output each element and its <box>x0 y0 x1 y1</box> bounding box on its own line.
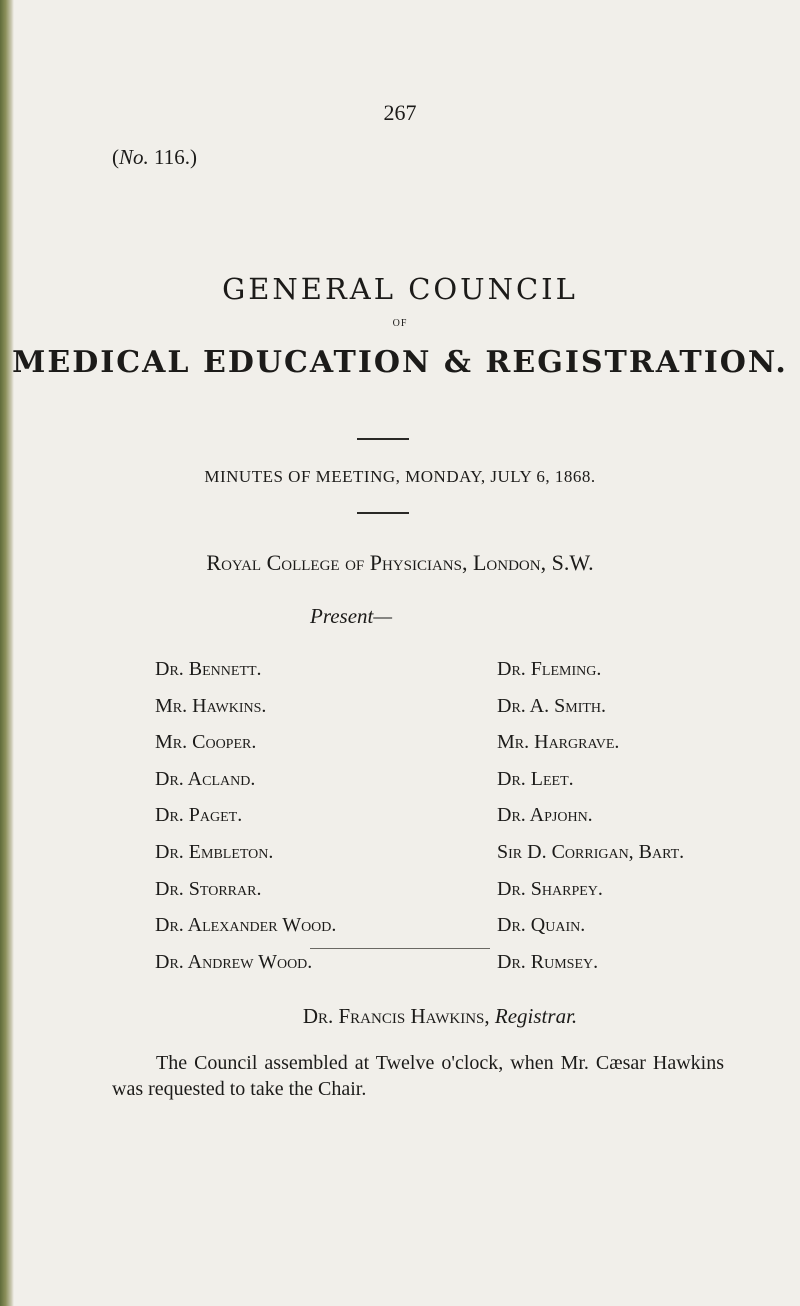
page-number: 267 <box>383 100 417 125</box>
member-name: Dr. Quain. <box>497 914 586 937</box>
member-name: Mr. Hargrave. <box>497 731 620 754</box>
council-title: GENERAL COUNCIL <box>222 272 578 306</box>
meeting-location: Royal College of Physicians, London, S.W. <box>206 550 594 575</box>
present-list-right <box>497 656 797 985</box>
member-name: Dr. A. Smith. <box>497 694 607 717</box>
divider-rule <box>310 948 490 949</box>
minutes-heading: MINUTES OF MEETING, MONDAY, JULY 6, 1868. <box>204 467 596 486</box>
present-label: Present— <box>310 604 393 628</box>
body-paragraph: The Council assembled at Twelve o'clock, when Mr. Cæsar Hawkins was requested to take the Chair. <box>112 1052 724 1100</box>
page-binding-edge <box>0 0 14 1306</box>
council-subtitle: MEDICAL EDUCATION & REGISTRATION. <box>12 345 788 380</box>
council-title-of: OF <box>392 318 408 329</box>
document-number: (No. 116.) <box>112 145 197 169</box>
member-name: Dr. Embleton. <box>155 840 274 863</box>
member-name: Dr. Fleming. <box>497 658 602 680</box>
member-name: Dr. Bennett. <box>155 658 262 680</box>
registrar-role: Registrar. <box>494 1004 578 1028</box>
member-name: Sir D. Corrigan, Bart. <box>497 840 685 863</box>
member-name: Dr. Leet. <box>497 767 574 790</box>
divider-rule <box>357 438 409 440</box>
member-name: Dr. Paget. <box>155 804 243 827</box>
member-name: Mr. Hawkins. <box>155 694 267 717</box>
present-list-left <box>155 656 455 985</box>
member-name: Dr. Andrew Wood. <box>155 950 313 973</box>
member-name: Mr. Cooper. <box>155 731 257 754</box>
divider-rule <box>357 512 409 514</box>
member-name: Dr. Acland. <box>155 767 256 790</box>
registrar-line <box>0 1004 800 1029</box>
member-name: Dr. Sharpey. <box>497 877 603 900</box>
member-name: Dr. Apjohn. <box>497 804 593 827</box>
member-name: Dr. Rumsey. <box>497 950 599 973</box>
member-name: Dr. Storrar. <box>155 877 262 900</box>
member-name: Dr. Alexander Wood. <box>155 914 337 937</box>
registrar-name: Dr. Francis Hawkins, <box>302 1004 490 1028</box>
